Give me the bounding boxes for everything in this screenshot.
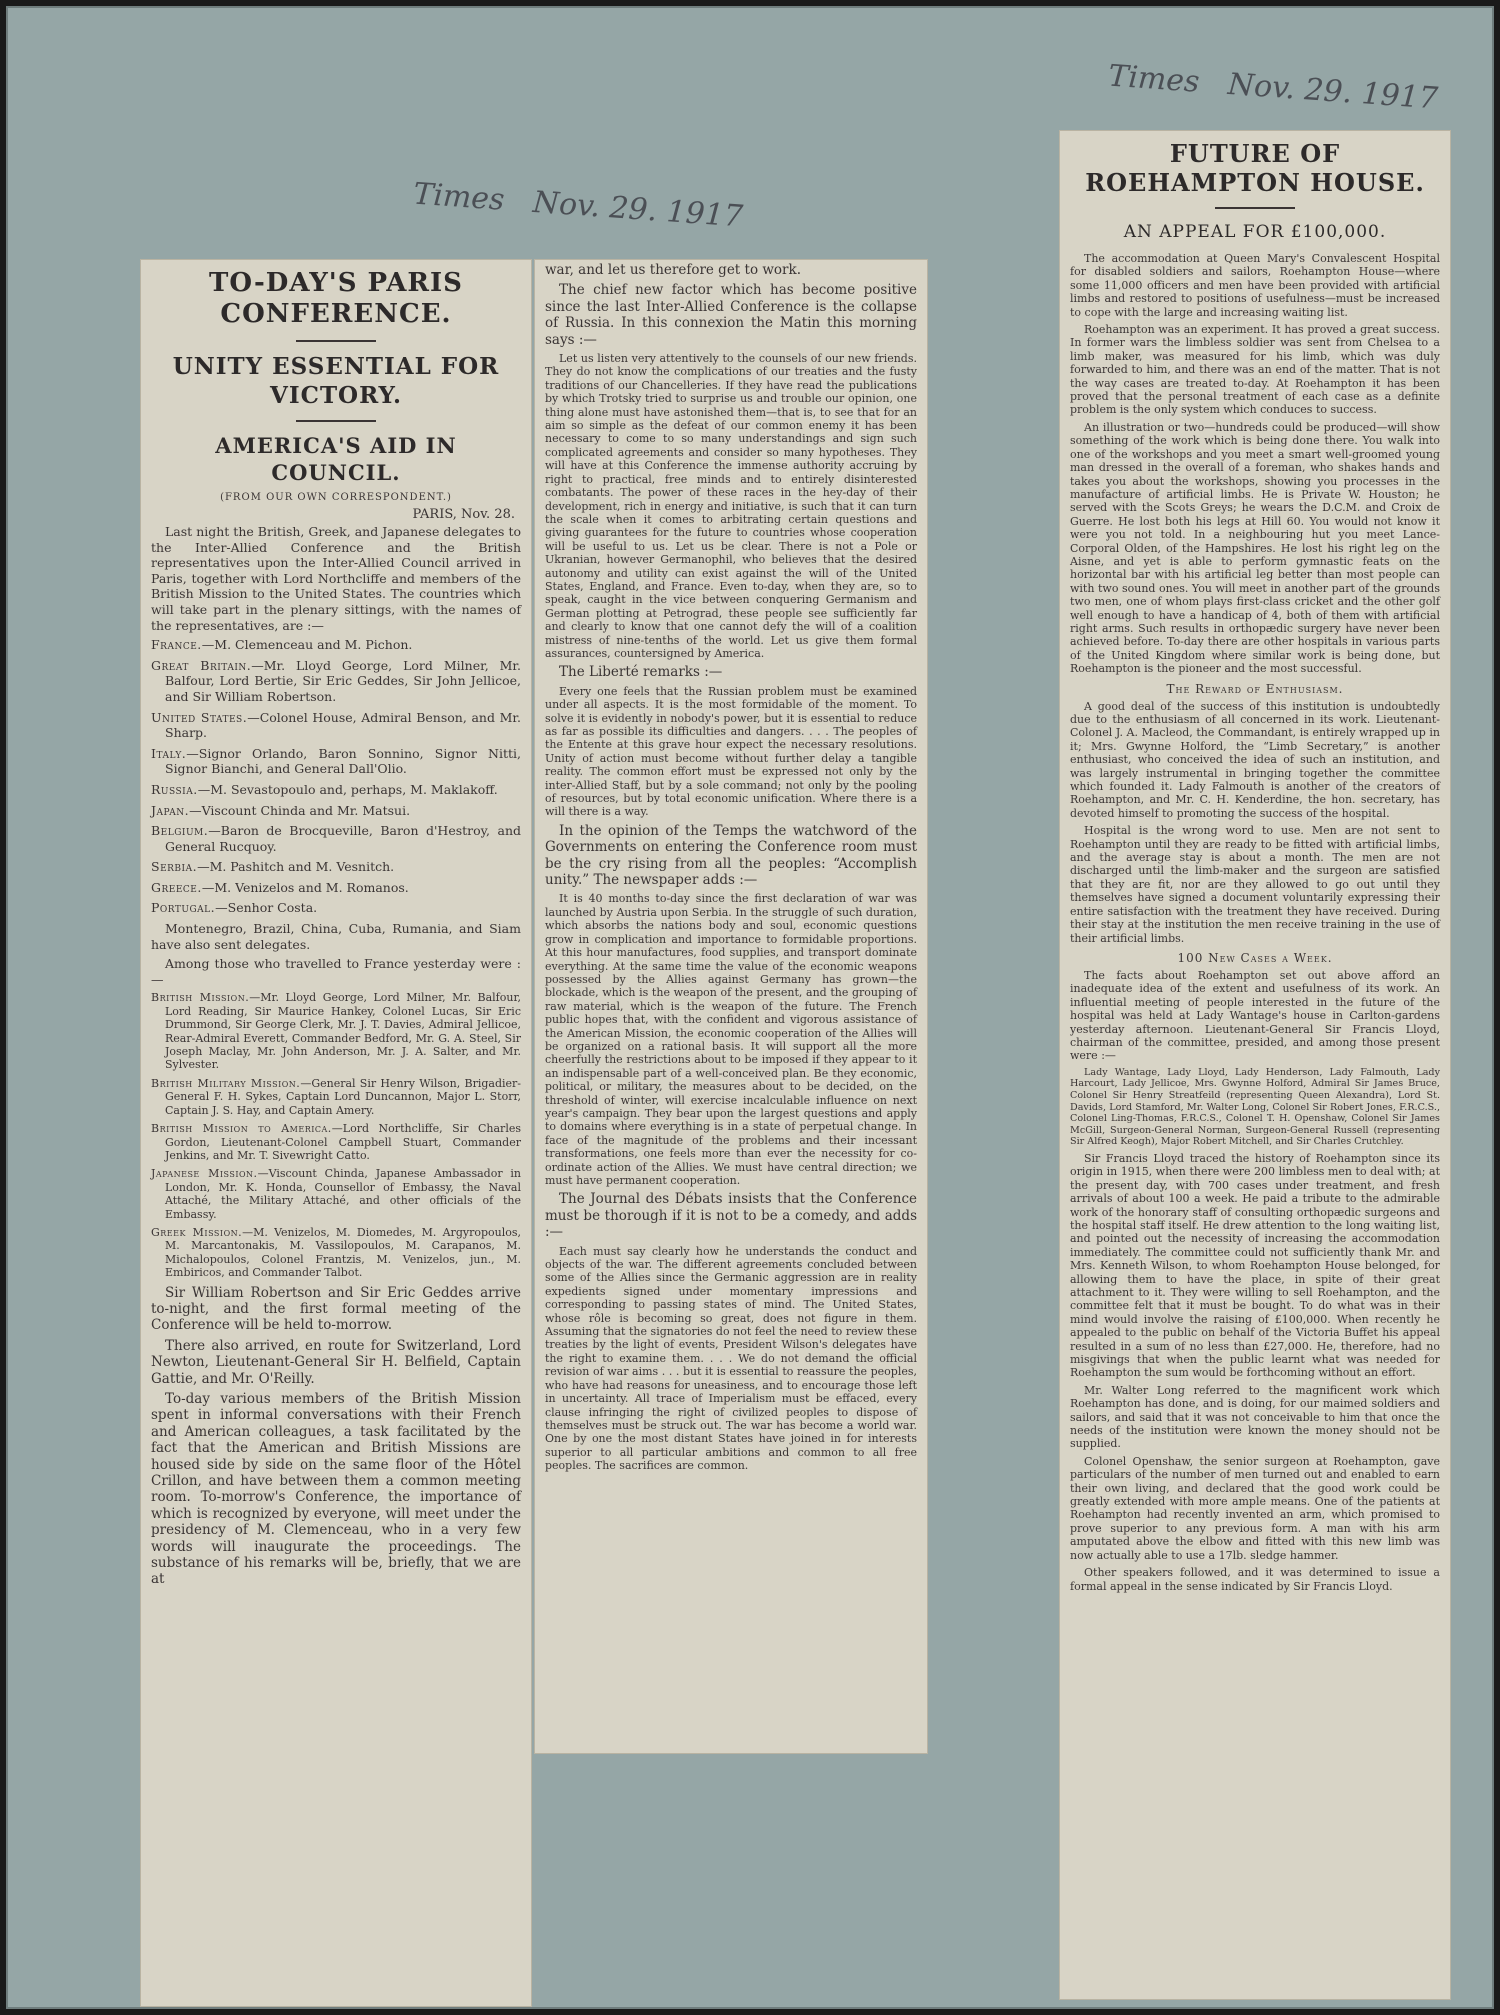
delegation-entry: Belgium.—Baron de Brocqueville, Baron d'Hestroy, and General Rucquoy. [151, 823, 521, 854]
paragraph: There also arrived, en route for Switzerland, Lord Newton, Lieutenant-General Sir H. Belfield, Captain Gattie, and Mr. O'Reilly. [151, 1337, 521, 1387]
quoted-paragraph: Each must say clearly how he understands the conduct and objects of the war. The different agreements concluded between some of the Allies since the Germanic aggression are in reality expedients signed under momentary impressions and corresponding to passing states of mind. The United States, whose rôle is becoming so great, does not figure in them. Assuming that the signatories do not feel the need to review these treaties by the light of events, President Wilson's delegates have the right to examine them. . . . We do not demand the official revision of war aims . . . but it is essential to reassure the peoples, who have had reasons for uneasiness, and to encourage those left in uncertainty. All trace of Imperialism must be effaced, every clause infringing the right of civilized peoples to dispose of themselves must be struck out. The war has become a world war. One by one the most distant States have joined in for interests superior to all particular ambitions and common to all free peoples. The sacrifices are common. [545, 1244, 917, 1473]
delegation-entry: United States.—Colonel House, Admiral Benson, and Mr. Sharp. [151, 709, 521, 741]
paragraph: The Liberté remarks :— [559, 664, 723, 681]
paragraph: To-day various members of the British Mission spent in informal conversations with their French and American colleagues, a task facilitated by the fact that the American and British Missions are housed side by side on the same floor of the Hôtel Crillon, and have between them a common meeting room. To-morrow's Conference, the importance of which is recognized by everyone, will meet under the presidency of M. Clemenceau, who in a very few words will inaugurate the proceedings. The substance of his remarks will be, briefly, that we are at [151, 1391, 521, 1588]
mission-entry: Japanese Mission.—Viscount Chinda, Japanese Ambassador in London, Mr. K. Honda, Counsellor of Embassy, the Naval Attaché, the Military Attaché, and other officials of the Embassy. [151, 1167, 521, 1221]
delegation-entry: France.—M. Clemenceau and M. Pichon. [151, 637, 413, 653]
paragraph: Roehampton was an experiment. It has proved a great success. In former wars the limbless soldier was sent from Chelsea to a limb maker, was measured for his limb, which was duly forwarded to him, and there was an end of the matter. That is not the way cases are treated to-day. At Roehampton it has been proved that the personal treatment of each case as a definite problem is the only system which conduces to success. [1070, 323, 1440, 417]
paragraph: Hospital is the wrong word to use. Men are not sent to Roehampton until they are ready to be fitted with artificial limbs, and the average stay is about a month. The men are not discharged until the limb-maker and the surgeon are satisfied that they are fit, nor are they allowed to go out until they themselves have signed a document voluntarily expressing their entire satisfaction with the treatment they have received. During their stay at the institution the men receive training in the use of their artificial limbs. [1070, 824, 1440, 945]
divider [1215, 207, 1295, 209]
annotation-source: Times [412, 176, 506, 218]
subheadline: AMERICA'S AID IN COUNCIL. [215, 433, 457, 485]
quoted-paragraph: Every one feels that the Russian problem must be examined under all aspects. It is the most formidable of the moment. To solve it is evidently in nobody's power, but it is essential to reduce as far as possible its difficulties and dangers. . . . The peoples of the Entente at this grave hour expect the necessary resolutions. Unity of action must become without further delay a tangible reality. The common effort must be expressed not only by the inter-Allied Staff, but by a sole command; not only by the pooling of resources, but by total economic unification. Where there is a will there is a way. [545, 684, 917, 819]
paragraph: war, and let us therefore get to work. [545, 262, 801, 278]
annotation-source: Times [1107, 58, 1201, 100]
delegation-entry: Russia.—M. Sevastopoulo and, perhaps, M. Maklakoff. [151, 781, 498, 797]
paragraph: An illustration or two—hundreds could be produced—will show something of the work which is being done there. You walk into one of the workshops and you meet a smart well-groomed young man dressed in the overall of a foreman, who shakes hands and takes you about the workshops, showing you processes in the manufacture of artificial limbs. He is Private W. Houston; he served with the Scots Greys; he wears the D.C.M. and Croix de Guerre. He lost both his legs at Hill 60. You would not know it were you not told. In a neighbouring hut you meet Lance-Corporal Olden, of the Hampshires. He lost his right leg on the Aisne, and yet is able to perform gymnastic feats on the horizontal bar with his artificial leg better than most people can with two sound ones. You will meet in another part of the grounds two men, one of whom plays first-class cricket and the other golf well enough to have a handicap of 4, both of them with artificial right arms. Such results in orthopædic surgery have never been achieved before. To-day there are other hospitals in various parts of the United Kingdom where similar work is being done, but Roehampton is the pioneer and the most successful. [1070, 420, 1440, 676]
paragraph: Mr. Walter Long referred to the magnificent work which Roehampton has done, and is doing, for our maimed soldiers and sailors, and said that it was not conceivable to him that once the needs of the institution were known the money should not be supplied. [1070, 1383, 1440, 1451]
quoted-paragraph: Let us listen very attentively to the counsels of our new friends. They do not know the complications of our treaties and the fusty traditions of our Chancelleries. If they have read the publications by which Trotsky tried to surprise us and trouble our opinion, one thing alone must have astonished them—that is, to see that for an aim so simple as the defeat of our common enemy it has been necessary to come to so many understandings and sign such complicated agreements and consider so many hypotheses. They will have at this Conference the immense authority accruing by right to practical, free minds and to entirely disinterested combatants. The power of these races in the hey-day of their development, rich in energy and initiative, is such that it can turn the scale when it comes to arbitrating certain questions and giving guarantees for the future to countries whose cooperation will be useful to us. Let us be clear. There is not a Pole or Ukranian, however Germanophil, who believes that the desired autonomy and utility can exist against the will of the United States, England, and France. Even to-day, when they are, so to speak, caught in the vice between conquering Germanism and German plotting at Petrograd, these people see sufficiently far and clearly to know that one cannot defy the will of a coalition mistress of nine-tenths of the world. Let us give them formal assurances, countersigned by America. [545, 352, 917, 660]
paragraph: Sir William Robertson and Sir Eric Geddes arrive to-night, and the first formal meeting of the Conference will be held to-morrow. [151, 1284, 521, 1334]
mission-entry: Greek Mission.—M. Venizelos, M. Diomedes, M. Argyropoulos, M. Marcantonakis, M. Vassilopoulos, M. Carapanos, M. Michalopoulos, Colonel Frantzis, M. Venizelos, jun., M. Embiricos, and Commander Talbot. [151, 1225, 521, 1280]
delegation-list [151, 637, 521, 916]
divider [296, 420, 376, 422]
clipping-roehampton-house [1060, 131, 1450, 1999]
paragraph: Other speakers followed, and it was determined to issue a formal appeal in the sense indicated by Sir Francis Lloyd. [1070, 1566, 1440, 1593]
quoted-paragraph: It is 40 months to-day since the first declaration of war was launched by Austria upon Serbia. In the struggle of such duration, which absorbs the nations body and soul, economic questions grow in complication and importance to formidable proportions. At this hour manufactures, food supplies, and transport dominate everything. At the same time the value of the economic weapons possessed by the Allies against Germany has grown—the blockade, which is the weapon of the present, and the grouping of raw material, which is the weapon of the future. The French public hopes that, with the confident and vigorous assistance of the American Mission, the economic cooperation of the Allies will be organized on a rational basis. It will support all the more cheerfully the restrictions about to be imposed if they appear to it an indispensable part of a well-conceived plan. Be they economic, political, or military, the measures about to be decided, on the threshold of winter, will exercise incalculable influence on next year's campaign. They bear upon the largest questions and apply to domains where everything is in a state of perpetual change. In face of the magnitude of the problems and their incessant transformations, one feels more than ever the necessity for co-ordinate action of the Allies. We must have central direction; we must have permanent cooperation. [545, 892, 917, 1187]
paragraph: Last night the British, Greek, and Japanese delegates to the Inter-Allied Conference and the British representatives upon the Inter-Allied Council arrived in Paris, together with Lord Northcliffe and members of the British Mission to the United States. The countries which will take part in the plenary sittings, with the names of the representatives, are :— [151, 524, 521, 633]
dateline: PARIS, Nov. 28. [412, 507, 515, 522]
subheadline: UNITY ESSENTIAL FOR VICTORY. [172, 353, 500, 409]
album-page [6, 6, 1494, 2009]
subheadline: AN APPEAL FOR £100,000. [1123, 222, 1387, 242]
paragraph: Colonel Openshaw, the senior surgeon at Roehampton, gave particulars of the number of men turned out and enabled to earn their own living, and declared that the good work could be greatly extended with more ample means. One of the patients at Roehampton had recently invented an arm, which promised to prove superior to any previous form. A man with his arm amputated above the elbow and fitted with this new limb was now actually able to use a 17lb. sledge hammer. [1070, 1454, 1440, 1562]
mission-entry: British Mission.—Mr. Lloyd George, Lord Milner, Mr. Balfour, Lord Reading, Sir Maurice Hankey, Colonel Lucas, Sir Eric Drummond, Sir George Clerk, Mr. J. T. Davies, Admiral Jellicoe, Rear-Admiral Everett, Commander Bedford, Mr. G. A. Steel, Sir Joseph Maclay, Mr. John Anderson, Mr. J. A. Salter, and Mr. Sylvester. [151, 991, 521, 1072]
paragraph: Sir Francis Lloyd traced the history of Roehampton since its origin in 1915, when there were 200 limbless men to deal with; at the present day, with 700 cases under treatment, and fresh arrivals of about 100 a week. He paid a tribute to the admirable work of the honorary staff of consulting orthopædic surgeons and the hospital staff itself. He drew attention to the long waiting list, and pointed out the necessity of increasing the accommodation immediately. The committee could not sufficiently thank Mr. and Mrs. Kenneth Wilson, to whom Roehampton House belonged, for allowing them to have the place, in spite of their great attachment to it. They were willing to sell Roehampton, and the committee felt that it must be bought. To do what was in their mind would involve the raising of £100,000. When recently he appealed to the public on behalf of the Victoria Buffet his appeal resulted in a sum of no less than £27,000. He, therefore, had no misgivings that when the public learnt what was needed for Roehampton the sum would be forthcoming without an effort. [1070, 1151, 1440, 1380]
paragraph: The facts about Roehampton set out above afford an inadequate idea of the extent and usefulness of its work. An influential meeting of people interested in the future of the hospital was held at Lady Wantage's house in Carlton-gardens yesterday afternoon. Lieutenant-General Sir Francis Lloyd, chairman of the committee, presided, and among those present were :— [1070, 968, 1440, 1063]
paragraph: The accommodation at Queen Mary's Convalescent Hospital for disabled soldiers and sailors, Roehampton House—where some 11,000 officers and men have been provided with artificial limbs and restored to positions of usefulness—must be increased to cope with the large and increasing waiting list. [1070, 252, 1440, 319]
annotation-date: Nov. 29. 1917 [1226, 66, 1440, 117]
headline: FUTURE OF ROEHAMPTON HOUSE. [1085, 139, 1425, 197]
delegation-entry: Portugal.—Senhor Costa. [151, 900, 318, 916]
clipping-paris-conference-col1 [141, 260, 531, 2006]
byline: (FROM OUR OWN CORRESPONDENT.) [220, 492, 452, 503]
annotation-date: Nov. 29. 1917 [531, 184, 745, 235]
paragraph: Montenegro, Brazil, China, Cuba, Rumania, and Siam have also sent delegates. [151, 921, 521, 952]
delegation-entry: Japan.—Viscount Chinda and Mr. Matsui. [151, 802, 411, 818]
delegation-entry: Italy.—Signor Orlando, Baron Sonnino, Signor Nitti, Signor Bianchi, and General Dall'Olio. [151, 745, 521, 777]
delegation-entry: Great Britain.—Mr. Lloyd George, Lord Milner, Mr. Balfour, Lord Bertie, Sir Eric Geddes, Sir John Jellicoe, and Sir William Robertson. [151, 657, 521, 704]
delegation-entry: Serbia.—M. Pashitch and M. Vesnitch. [151, 859, 395, 875]
headline: TO-DAY'S PARIS CONFERENCE. [209, 268, 463, 329]
mission-list [151, 991, 521, 1279]
section-heading: The Reward of Enthusiasm. [1166, 681, 1344, 696]
section-heading: 100 New Cases a Week. [1177, 950, 1333, 965]
paragraph: A good deal of the success of this institution is undoubtedly due to the enthusiasm of all concerned in its work. Lieutenant-Colonel J. A. Macleod, the Commandant, is entirely wrapped up in it; Mrs. Gwynne Holford, the “Limb Secretary,” is another enthusiast, who conceived the idea of such an institution, and was largely instrumental in bringing together the committee which founded it. Lady Falmouth is another of the creators of Roehampton, and Mr. C. H. Kenderdine, the hon. secretary, has devoted himself to promoting the success of the hospital. [1070, 699, 1440, 820]
paragraph: The Journal des Débats insists that the Conference must be thorough if it is not to be a comedy, and adds :— [545, 1191, 917, 1241]
paragraph: In the opinion of the Temps the watchword of the Governments on entering the Conference room must be the cry rising from all the peoples: “Accomplish unity.” The newspaper adds :— [545, 822, 917, 889]
handwritten-annotation-right [1107, 59, 1439, 117]
paragraph: Among those who travelled to France yesterday were :— [151, 956, 521, 987]
mission-entry: British Mission to America.—Lord Northcliffe, Sir Charles Gordon, Lieutenant-Colonel Campbell Stuart, Commander Jenkins, and Mr. T. Sivewright Catto. [151, 1122, 521, 1162]
paragraph: The chief new factor which has become positive since the last Inter-Allied Conference is the collapse of Russia. In this connexion the Matin this morning says :— [545, 282, 917, 348]
handwritten-annotation-left [412, 177, 744, 235]
delegation-entry: Greece.—M. Venizelos and M. Romanos. [151, 879, 409, 895]
mission-entry: British Military Mission.—General Sir Henry Wilson, Brigadier-General F. H. Sykes, Captain Lord Duncannon, Major L. Storr, Captain J. S. Hay, and Captain Amery. [151, 1076, 521, 1117]
clipping-paris-conference-col2 [535, 260, 927, 1753]
attendee-list: Lady Wantage, Lady Lloyd, Lady Henderson, Lady Falmouth, Lady Harcourt, Lady Jellicoe, Mrs. Gwynne Holford, Admiral Sir James Bruce, Colonel Sir Henry Streatfeild (representing Queen Alexandra), Lord St. Davids, Lord Stamford, Mr. Walter Long, Colonel Sir Robert Jones, F.R.C.S., Colonel Ling-Thomas, F.R.C.S., Colonel T. H. Openshaw, Colonel Sir James McGill, Surgeon-General Norman, Surgeon-General Russell (representing Sir Alfred Keogh), Major Robert Mitchell, and Sir Charles Crutchley. [1070, 1066, 1440, 1148]
divider [296, 340, 376, 342]
